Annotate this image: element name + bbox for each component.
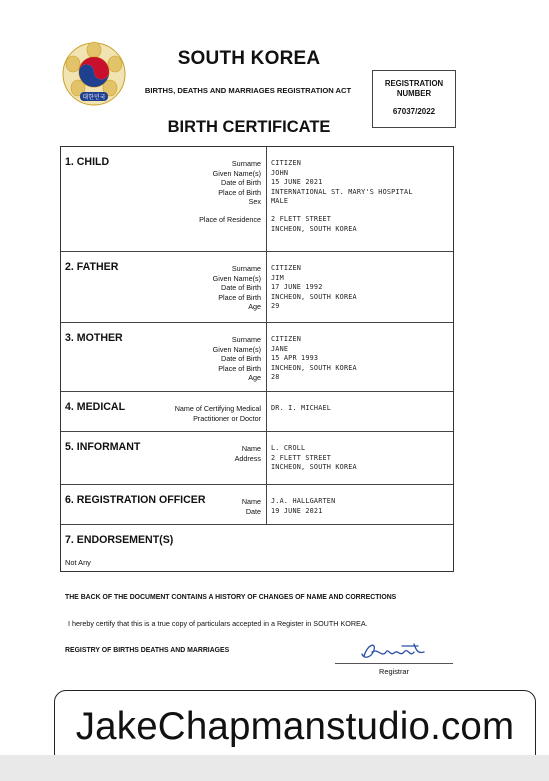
field-labels: Surname Given Name(s) Date of Birth Place of Birth Age: [212, 264, 261, 312]
registry-name: REGISTRY OF BIRTHS DEATHS AND MARRIAGES: [65, 647, 230, 654]
section-title: 4. MEDICAL: [65, 401, 126, 413]
section-title: 6. REGISTRATION OFFICER: [65, 494, 206, 506]
section-title: 1. CHILD: [65, 156, 110, 168]
endorsement-value: Not Any: [65, 558, 91, 567]
field-values: CITIZEN JIM 17 JUNE 1992 INCHEON, SOUTH KOREA 29: [271, 264, 357, 311]
field-labels: Name Date: [241, 497, 261, 516]
country-heading: SOUTH KOREA: [177, 48, 321, 69]
emblem-label: 대한민국: [82, 95, 106, 101]
field-values: J.A. HALLGARTEN 19 JUNE 2021: [271, 497, 336, 515]
section-title: 5. INFORMANT: [65, 441, 141, 453]
field-labels: Name of Certifying Medical Practitioner or Doctor: [174, 404, 261, 423]
section-child: [61, 147, 453, 251]
certificate-table: [60, 146, 454, 572]
back-of-document-notice: THE BACK OF THE DOCUMENT CONTAINS A HISTORY OF CHANGES OF NAME AND CORRECTIONS: [65, 594, 397, 601]
section-title: 7. ENDORSEMENT(S): [65, 534, 174, 546]
field-values: CITIZEN JANE 15 APR 1993 INCHEON, SOUTH KOREA 28: [271, 335, 357, 382]
registrar-caption: Registrar: [379, 667, 409, 676]
registration-number-box: [372, 70, 456, 128]
document-title: BIRTH CERTIFICATE: [167, 118, 331, 136]
national-emblem-icon: [60, 40, 128, 108]
field-labels: Surname Given Name(s) Date of Birth Place of Birth Sex Place of Residence: [199, 159, 261, 224]
field-values: DR. I. MICHAEL: [271, 404, 332, 412]
bottom-margin: [0, 755, 549, 781]
field-labels: Surname Given Name(s) Date of Birth Place of Birth Age: [212, 335, 261, 383]
section-endorsement: [61, 524, 453, 572]
registrar-signature: [358, 640, 428, 664]
section-mother: [61, 322, 453, 391]
field-values: CITIZEN JOHN 15 JUNE 2021 INTERNATIONAL ST. MARY'S HOSPITAL MALE 2 FLETT STREET INCHEON, SOUTH KOREA: [271, 159, 413, 233]
section-registration-officer: [61, 484, 453, 524]
section-title: 3. MOTHER: [65, 332, 123, 344]
certification-statement: I hereby certify that this is a true copy of particulars accepted in a Register in SOUTH KOREA.: [68, 619, 368, 628]
watermark-text: JakeChapmanstudio.com: [75, 705, 515, 748]
act-subheading: BIRTHS, DEATHS AND MARRIAGES REGISTRATION ACT: [144, 86, 352, 95]
section-medical: [61, 391, 453, 431]
registration-label: REGISTRATION NUMBER: [384, 79, 444, 98]
registration-number: 67037/2022: [392, 107, 436, 116]
field-labels: Name Address: [234, 444, 261, 463]
signature-line: [335, 663, 453, 664]
section-father: [61, 251, 453, 322]
section-informant: [61, 431, 453, 484]
section-title: 2. FATHER: [65, 261, 119, 273]
field-values: L. CROLL 2 FLETT STREET INCHEON, SOUTH KOREA: [271, 444, 357, 472]
